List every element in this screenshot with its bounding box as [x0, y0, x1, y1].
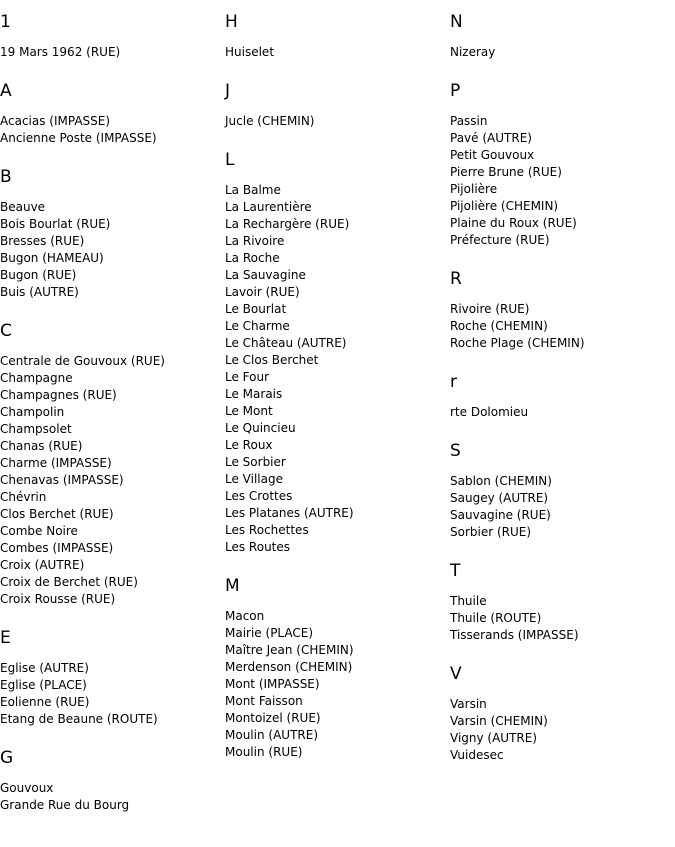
street-name: Saugey (AUTRE) — [450, 491, 549, 505]
letter-heading: A — [0, 81, 12, 101]
street-list — [0, 660, 220, 728]
street-list — [0, 780, 220, 814]
street-index-column-1 — [0, 12, 220, 834]
street-name: Macon — [225, 609, 265, 623]
street-name: Eglise (AUTRE) — [0, 661, 89, 675]
street-name: Le Bourlat — [225, 302, 287, 316]
street-name: 19 Mars 1962 (RUE) — [0, 45, 121, 59]
letter-heading: r — [450, 372, 457, 392]
street-name: Champolin — [0, 405, 65, 419]
street-name: Mont (IMPASSE) — [225, 677, 320, 691]
street-list — [225, 182, 445, 556]
street-name: Merdenson (CHEMIN) — [225, 660, 353, 674]
street-name: Thuile (ROUTE) — [450, 611, 542, 625]
street-list — [450, 696, 670, 764]
letter-group — [450, 12, 670, 61]
street-name: La Sauvagine — [225, 268, 306, 282]
street-index-column-3 — [450, 12, 670, 784]
street-name: Combe Noire — [0, 524, 78, 538]
street-name: Bois Bourlat (RUE) — [0, 217, 111, 231]
letter-group — [450, 81, 670, 249]
street-name: Beauve — [0, 200, 46, 214]
street-name: Petit Gouvoux — [450, 148, 535, 162]
letter-group — [0, 628, 220, 728]
street-name: Le Clos Berchet — [225, 353, 319, 367]
street-name: Montoizel (RUE) — [225, 711, 321, 725]
street-name: Gouvoux — [0, 781, 54, 795]
letter-heading: T — [450, 561, 461, 581]
street-list — [450, 301, 670, 352]
letter-heading: H — [225, 12, 238, 32]
street-name: Grande Rue du Bourg — [0, 798, 130, 812]
street-name: Bugon (RUE) — [0, 268, 77, 282]
letter-heading: P — [450, 81, 461, 101]
street-name: Sauvagine (RUE) — [450, 508, 551, 522]
street-name: Le Château (AUTRE) — [225, 336, 347, 350]
street-list — [450, 404, 670, 421]
street-name: Champagnes (RUE) — [0, 388, 117, 402]
street-name: Eolienne (RUE) — [0, 695, 90, 709]
street-name: Vuidesec — [450, 748, 504, 762]
street-name: Mairie (PLACE) — [225, 626, 314, 640]
street-name: Bugon (HAMEAU) — [0, 251, 104, 265]
street-name: Le Roux — [225, 438, 273, 452]
street-name: La Laurentière — [225, 200, 312, 214]
street-list — [450, 473, 670, 541]
street-name: Le Charme — [225, 319, 290, 333]
street-name: Pavé (AUTRE) — [450, 131, 532, 145]
street-index-column-2 — [225, 12, 445, 781]
street-list — [225, 113, 445, 130]
letter-group — [225, 81, 445, 130]
street-name: Vigny (AUTRE) — [450, 731, 538, 745]
letter-heading: 1 — [0, 12, 11, 32]
street-name: Nizeray — [450, 45, 496, 59]
letter-group — [450, 664, 670, 764]
street-name: La Roche — [225, 251, 280, 265]
letter-group — [450, 441, 670, 541]
letter-group — [0, 12, 220, 61]
street-name: Roche Plage (CHEMIN) — [450, 336, 585, 350]
street-name: Champsolet — [0, 422, 72, 436]
street-list — [225, 608, 445, 761]
street-list — [225, 44, 445, 61]
letter-heading: B — [0, 167, 12, 187]
street-name: Pijolière (CHEMIN) — [450, 199, 559, 213]
street-name: La Rivoire — [225, 234, 285, 248]
letter-heading: J — [225, 81, 231, 101]
street-name: Huiselet — [225, 45, 275, 59]
street-list — [450, 113, 670, 249]
street-name: Le Village — [225, 472, 283, 486]
street-name: Préfecture (RUE) — [450, 233, 550, 247]
street-list — [0, 199, 220, 301]
street-name: Croix de Berchet (RUE) — [0, 575, 138, 589]
street-name: Passin — [450, 114, 488, 128]
street-name: Varsin — [450, 697, 487, 711]
letter-group — [225, 12, 445, 61]
letter-group — [225, 576, 445, 761]
letter-heading: L — [225, 150, 235, 170]
letter-heading: C — [0, 321, 12, 341]
street-name: Roche (CHEMIN) — [450, 319, 548, 333]
street-name: Chenavas (IMPASSE) — [0, 473, 124, 487]
street-name: Moulin (AUTRE) — [225, 728, 318, 742]
letter-group — [450, 561, 670, 644]
street-name: Tisserands (IMPASSE) — [450, 628, 579, 642]
street-name: Le Sorbier — [225, 455, 286, 469]
street-list — [0, 44, 220, 61]
letter-heading: M — [225, 576, 240, 596]
street-name: Rivoire (RUE) — [450, 302, 530, 316]
street-name: Charme (IMPASSE) — [0, 456, 112, 470]
street-name: Thuile — [450, 594, 487, 608]
letter-heading: E — [0, 628, 11, 648]
letter-heading: S — [450, 441, 461, 461]
street-name: Chanas (RUE) — [0, 439, 83, 453]
street-list — [0, 113, 220, 147]
street-name: Le Mont — [225, 404, 273, 418]
letter-group — [450, 269, 670, 352]
street-name: Les Routes — [225, 540, 291, 554]
street-name: Le Marais — [225, 387, 283, 401]
street-name: Buis (AUTRE) — [0, 285, 79, 299]
letter-heading: N — [450, 12, 463, 32]
letter-group — [450, 372, 670, 421]
street-name: Champagne — [0, 371, 73, 385]
street-name: Centrale de Gouvoux (RUE) — [0, 354, 165, 368]
street-name: Plaine du Roux (RUE) — [450, 216, 577, 230]
street-name: Sablon (CHEMIN) — [450, 474, 552, 488]
street-name: Chévrin — [0, 490, 47, 504]
street-name: Ancienne Poste (IMPASSE) — [0, 131, 157, 145]
street-name: Les Crottes — [225, 489, 293, 503]
street-name: Eglise (PLACE) — [0, 678, 87, 692]
letter-heading: G — [0, 748, 14, 768]
street-name: Pierre Brune (RUE) — [450, 165, 562, 179]
street-name: Croix Rousse (RUE) — [0, 592, 116, 606]
street-name: Bresses (RUE) — [0, 234, 85, 248]
street-name: La Balme — [225, 183, 281, 197]
street-name: Clos Berchet (RUE) — [0, 507, 114, 521]
street-name: Moulin (RUE) — [225, 745, 303, 759]
street-name: Pijolière — [450, 182, 498, 196]
street-list — [0, 353, 220, 608]
letter-group — [0, 748, 220, 814]
street-name: Le Quincieu — [225, 421, 296, 435]
street-list — [450, 593, 670, 644]
letter-heading: V — [450, 664, 462, 684]
street-name: Varsin (CHEMIN) — [450, 714, 548, 728]
letter-group — [0, 321, 220, 608]
street-name: Le Four — [225, 370, 270, 384]
street-name: La Rechargère (RUE) — [225, 217, 350, 231]
street-name: Etang de Beaune (ROUTE) — [0, 712, 158, 726]
street-list — [450, 44, 670, 61]
street-name: rte Dolomieu — [450, 405, 529, 419]
letter-group — [0, 167, 220, 301]
street-name: Maître Jean (CHEMIN) — [225, 643, 354, 657]
letter-heading: R — [450, 269, 462, 289]
letter-group — [225, 150, 445, 556]
street-name: Combes (IMPASSE) — [0, 541, 114, 555]
street-name: Sorbier (RUE) — [450, 525, 532, 539]
street-name: Acacias (IMPASSE) — [0, 114, 111, 128]
street-name: Lavoir (RUE) — [225, 285, 300, 299]
street-name: Les Platanes (AUTRE) — [225, 506, 354, 520]
letter-group — [0, 81, 220, 147]
street-name: Mont Faisson — [225, 694, 303, 708]
street-name: Les Rochettes — [225, 523, 309, 537]
street-name: Croix (AUTRE) — [0, 558, 85, 572]
street-name: Jucle (CHEMIN) — [225, 114, 315, 128]
